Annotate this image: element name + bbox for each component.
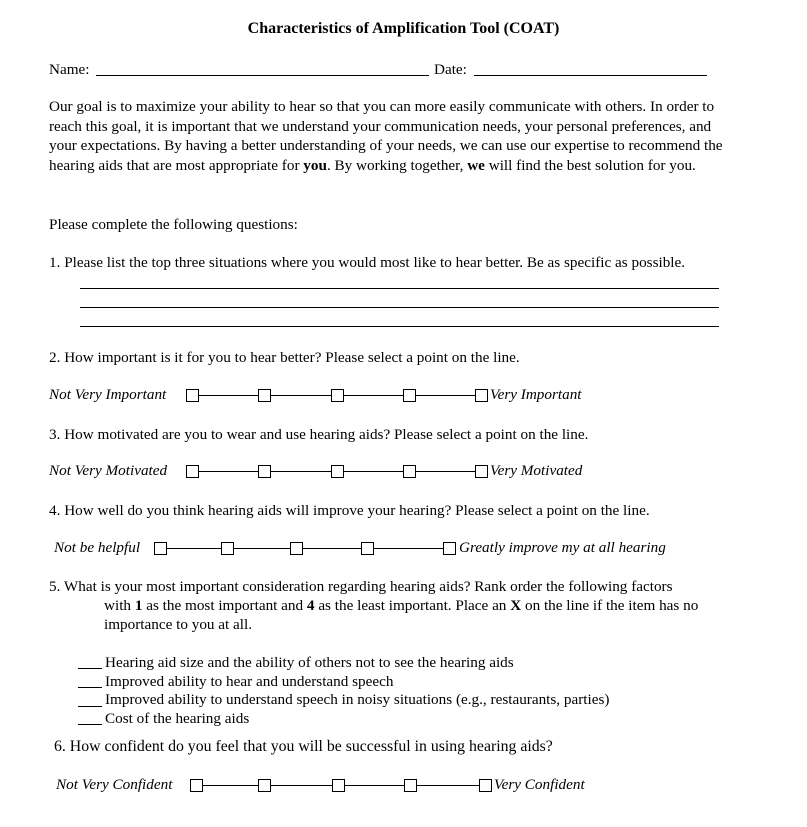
question-5: 5. What is your most important consideration regarding hearing aids? Rank order the following factors: [49, 578, 673, 595]
intro-emphasis-we: we: [467, 156, 485, 174]
q3-scale-left-label: Not Very Motivated: [49, 462, 168, 479]
answer-line-1[interactable]: [80, 288, 719, 289]
q5-text-b: as the most important and: [142, 597, 307, 614]
q5-mark-x: X: [510, 597, 522, 614]
q2-scale-point-4[interactable]: [403, 389, 416, 402]
q4-scale-point-5[interactable]: [443, 542, 456, 555]
answer-line-2[interactable]: [80, 307, 719, 308]
q3-scale-point-5[interactable]: [475, 465, 488, 478]
q3-scale-right-label: Very Motivated: [490, 462, 583, 479]
q6-scale-point-5[interactable]: [479, 779, 492, 792]
intro-text-3: will find the best solution for you.: [484, 156, 696, 174]
q3-scale-point-3[interactable]: [331, 465, 344, 478]
question-5-line-2: [104, 596, 698, 615]
question-3: 3. How motivated are you to wear and use hearing aids? Please select a point on the line.: [49, 426, 589, 443]
rank-item-3: Improved ability to understand speech in noisy situations (e.g., restaurants, parties): [105, 691, 610, 708]
q4-scale-point-4[interactable]: [361, 542, 374, 555]
q3-scale-point-4[interactable]: [403, 465, 416, 478]
q5-rank-1: 1: [134, 597, 143, 614]
intro-paragraph: [49, 97, 739, 175]
q6-scale-point-1[interactable]: [190, 779, 203, 792]
q2-scale-point-2[interactable]: [258, 389, 271, 402]
rank-item-4: Cost of the hearing aids: [105, 710, 250, 727]
instructions: Please complete the following questions:: [49, 216, 298, 233]
q2-scale-point-1[interactable]: [186, 389, 199, 402]
rank-blank-1[interactable]: [78, 668, 102, 669]
date-label: Date:: [434, 61, 467, 78]
q6-scale-left-label: Not Very Confident: [56, 776, 173, 793]
rank-blank-4[interactable]: [78, 724, 102, 725]
q2-scale-point-3[interactable]: [331, 389, 344, 402]
q4-scale-left-label: Not be helpful: [54, 539, 141, 556]
intro-emphasis-you: you: [303, 156, 327, 174]
answer-line-3[interactable]: [80, 326, 719, 327]
q2-scale-right-label: Very Important: [490, 386, 582, 403]
q4-scale-line: [161, 548, 451, 549]
q2-scale-point-5[interactable]: [475, 389, 488, 402]
rank-item-2: Improved ability to hear and understand speech: [105, 673, 394, 690]
q4-scale-point-1[interactable]: [154, 542, 167, 555]
question-1: 1. Please list the top three situations where you would most like to hear better. Be as specific as possible.: [49, 254, 686, 271]
intro-text-1: Our goal is to maximize your ability to hear so that you can more easily communicate with others. In order to reach this goal, it is important that we understand your communication needs, your personal preferences, and your expectations. By having a better understanding of your needs, we can use our expertise to recommend the hearing aids that are most appropriate for: [49, 98, 723, 174]
q5-text-a: with: [104, 597, 135, 614]
q4-scale-right-label: Greatly improve my at all hearing: [459, 539, 666, 556]
name-field[interactable]: [96, 75, 429, 76]
q5-rank-4: 4: [306, 597, 315, 614]
question-6: 6. How confident do you feel that you will be successful in using hearing aids?: [54, 738, 553, 755]
question-5-line-3: importance to you at all.: [104, 616, 253, 633]
rank-blank-2[interactable]: [78, 687, 102, 688]
q3-scale-point-2[interactable]: [258, 465, 271, 478]
q5-text-d: on the line if the item has no: [521, 597, 699, 614]
rank-item-1: Hearing aid size and the ability of others not to see the hearing aids: [105, 654, 514, 671]
form-title: Characteristics of Amplification Tool (COAT): [247, 20, 560, 37]
q2-scale-left-label: Not Very Important: [49, 386, 167, 403]
name-label: Name:: [49, 61, 90, 78]
q6-scale-point-2[interactable]: [258, 779, 271, 792]
question-2: 2. How important is it for you to hear better? Please select a point on the line.: [49, 349, 520, 366]
q4-scale-point-2[interactable]: [221, 542, 234, 555]
q3-scale-point-1[interactable]: [186, 465, 199, 478]
q4-scale-point-3[interactable]: [290, 542, 303, 555]
q6-scale-point-4[interactable]: [404, 779, 417, 792]
date-field[interactable]: [474, 75, 707, 76]
q6-scale-right-label: Very Confident: [494, 776, 585, 793]
intro-text-2: . By working together,: [326, 156, 468, 174]
question-4: 4. How well do you think hearing aids will improve your hearing? Please select a point on the line.: [49, 502, 650, 519]
q5-text-c: as the least important. Place an: [314, 597, 511, 614]
rank-blank-3[interactable]: [78, 706, 102, 707]
q6-scale-point-3[interactable]: [332, 779, 345, 792]
